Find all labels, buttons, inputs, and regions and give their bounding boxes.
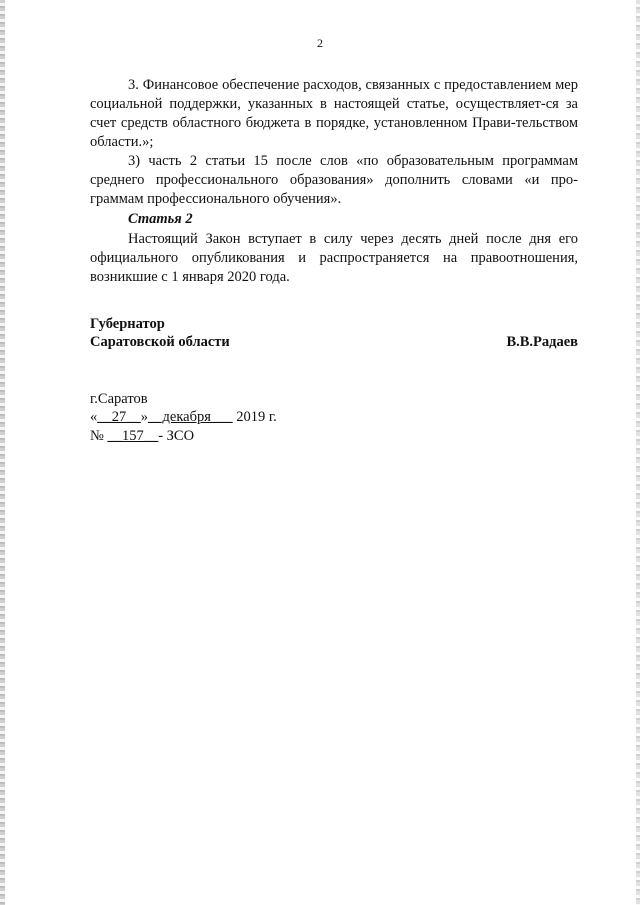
document-number: __157__ xyxy=(107,428,159,444)
scan-edge-right xyxy=(636,0,640,905)
paragraph-amendment: 3) часть 2 статьи 15 после слов «по образовательным программам среднего профессионального образования» дополнить словами «и про-граммам профессионального обучения». xyxy=(90,153,578,207)
scan-edge-left xyxy=(0,0,5,905)
page-number: 2 xyxy=(317,36,323,50)
place-city: г.Саратов xyxy=(90,391,148,407)
article-heading: Статья 2 xyxy=(128,211,193,227)
signature-title-line1: Губернатор xyxy=(90,316,165,332)
paragraph-entry-into-force: Настоящий Закон вступает в силу через десять дней после дня его официального опубликования и распространяется на правоотношения, возникшие с 1 января 2020 года. xyxy=(90,231,578,285)
document-number-line xyxy=(90,427,194,446)
signature-name: В.В.Радаев xyxy=(506,334,578,350)
date-year: 2019 г. xyxy=(236,409,277,425)
date-month: __декабря___ xyxy=(148,409,233,425)
date-quote-close: » xyxy=(140,409,148,425)
number-suffix: - ЗСО xyxy=(158,428,195,444)
date-line xyxy=(90,408,277,427)
date-quote-open: « xyxy=(90,409,98,425)
body-section-1 xyxy=(90,76,578,209)
body-section-2 xyxy=(90,230,578,287)
paragraph-financing: 3. Финансовое обеспечение расходов, связанных с предоставлением мер социальной поддержки, указанных в настоящей статье, осуществляет-ся за счет средств областного бюджета в порядке, установленном Прави-тельством области.»; xyxy=(90,77,578,150)
signature-title-line2: Саратовской области xyxy=(90,334,230,350)
date-day: __27__ xyxy=(97,409,141,425)
number-label: № xyxy=(90,428,104,444)
